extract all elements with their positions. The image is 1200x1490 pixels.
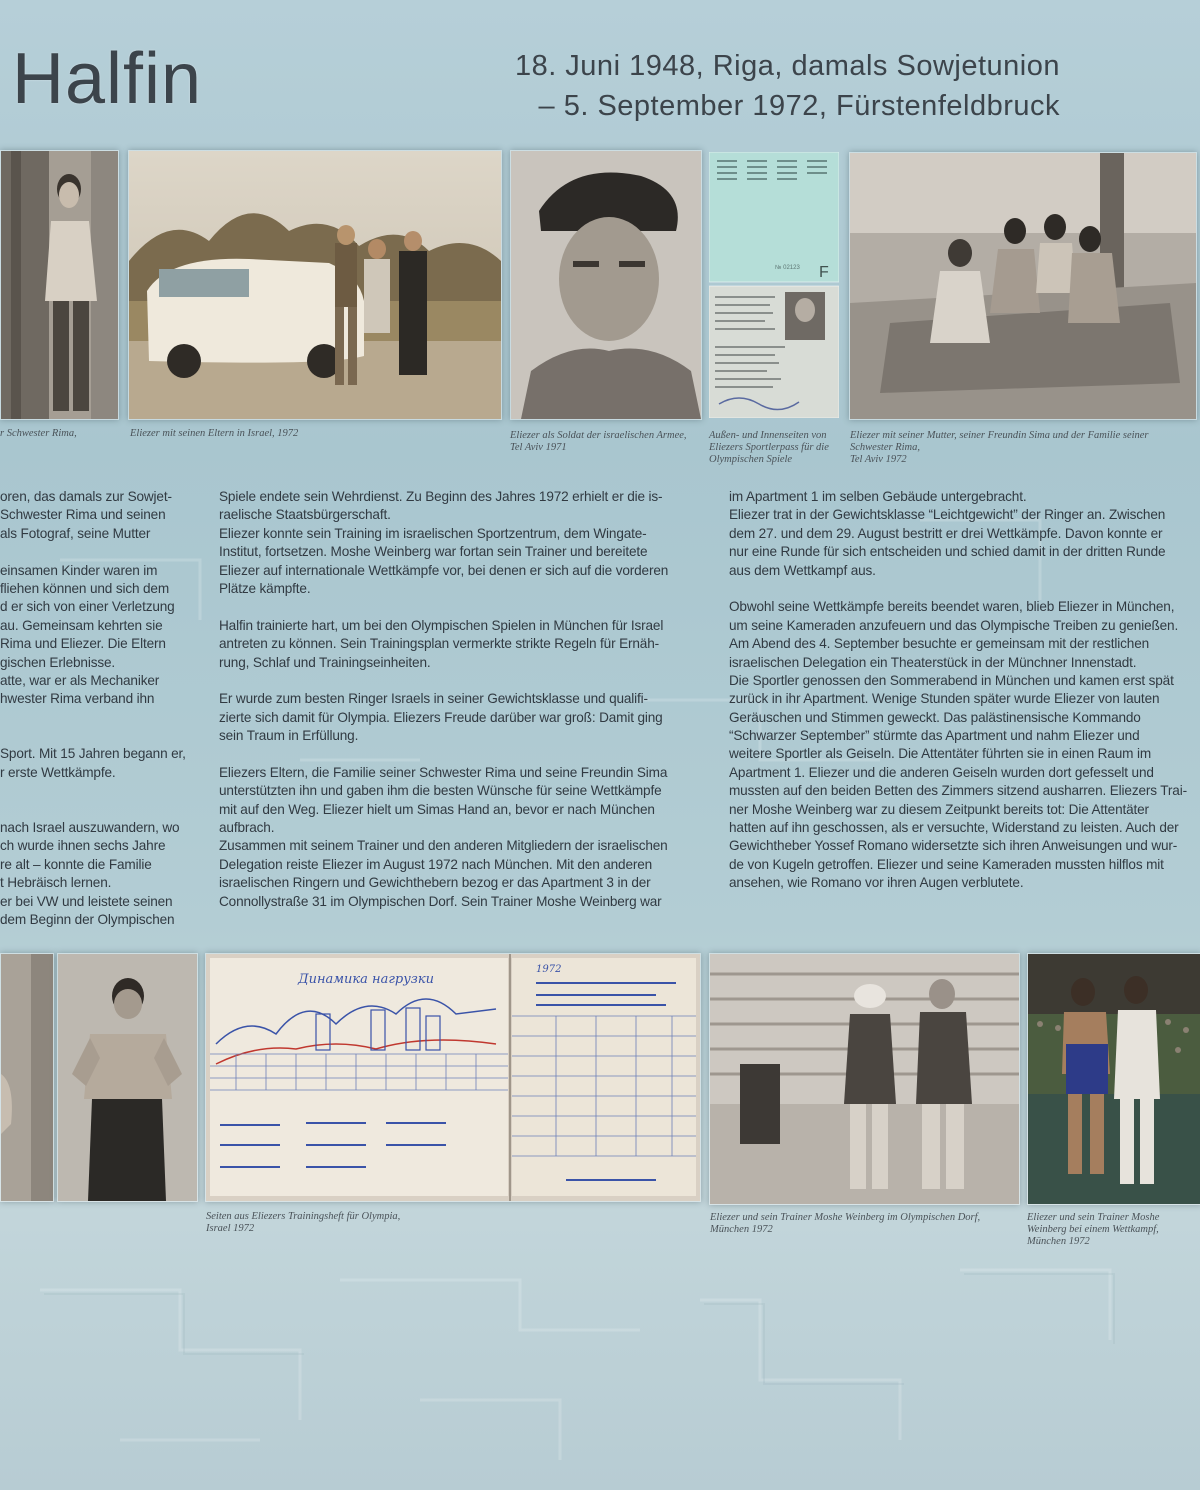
photo-family-with-car — [128, 150, 502, 420]
col1-line: oren, das damals zur Sowjet- — [0, 489, 172, 504]
col3-line: Am Abend des 4. September besuchte er gemeinsam mit der restlichen — [729, 636, 1150, 652]
col3-line: mussten auf den beiden Betten des Zimmers sitzend ausharren. Eliezers Trai- — [729, 783, 1187, 799]
photo-soldier-portrait — [510, 150, 702, 420]
col1-line: gischen Erlebnisse. — [0, 654, 116, 670]
col3-line: Apartment 1. Eliezer und die anderen Geiseln wurden dort gefesselt und — [729, 764, 1154, 780]
col2-line: Delegation reiste Eliezer im August 1972 nach München. Mit den anderen — [219, 856, 653, 872]
col2-line: Halfin trainierte hart, um bei den Olympischen Spielen in München für Israel — [219, 617, 664, 633]
col1-line — [0, 709, 195, 727]
col1-line: Schwester Rima und seinen — [0, 507, 166, 523]
caption-soldier: Eliezer als Soldat der israelischen Armee, Tel Aviv 1971 — [510, 430, 687, 453]
col1-line: d er sich von einer Verletzung — [0, 599, 175, 615]
col1-line: hwester Rima verband ihn — [0, 691, 155, 707]
col2-line: Institut, fortsetzen. Moshe Weinberg war fortan sein Trainer und bereitete — [219, 544, 648, 560]
col3-line: Obwohl seine Wettkämpfe bereits beendet waren, blieb Eliezer in München, — [729, 599, 1175, 615]
col2-line: Plätze kämpfte. — [219, 580, 311, 596]
col2-line: unterstützten ihn und gaben ihm die besten Wünsche für seine Wettkämpfe — [219, 783, 662, 799]
notebook-year: 1972 — [536, 964, 562, 975]
caption-family-beach: Eliezer mit seiner Mutter, seiner Freundin Sima und der Familie seiner Schwester Rima, Tel Aviv 1972 — [850, 430, 1149, 465]
col3-line: de von Kugeln getroffen. Eliezer und seine Kameraden mussten hilflos mit — [729, 856, 1164, 872]
col1-line: atte, war er als Mechaniker — [0, 672, 160, 688]
photo-wrestling-match — [1027, 953, 1200, 1205]
col1-line: ch wurde ihnen sechs Jahre — [0, 838, 166, 854]
col1-line: dem Beginn der Olympischen — [0, 911, 175, 927]
col1-line: einsamen Kinder waren im — [0, 562, 158, 578]
col3-line: nur eine Runde für sich entscheiden und schied damit in der dritten Runde — [729, 544, 1166, 560]
passport-number: № 02123 — [775, 265, 800, 271]
col3-line: Geräuschen und Stimmen geweckt. Das palästinensische Kommando — [729, 709, 1141, 725]
notebook-title: Динамика нагрузки — [298, 972, 435, 987]
photo-boy-at-tree — [0, 150, 119, 420]
col2-line: sein Traum in Erfüllung. — [219, 728, 359, 744]
col2-line — [219, 598, 709, 616]
col2-line: raelische Staatsbürgerschaft. — [219, 507, 391, 523]
col3-line: ansehen, wie Romano vor ihren Augen verblutete. — [729, 875, 1024, 891]
col1-line: re alt – konnte die Familie — [0, 856, 152, 872]
caption-training-notebook: Seiten aus Eliezers Trainingsheft für Olympia, Israel 1972 — [206, 1211, 401, 1234]
col2-line: Zusammen mit seinem Trainer und den anderen Mitgliedern der israelischen — [219, 838, 668, 854]
col2-line: antreten zu können. Sein Trainingsplan vermerkte strikte Regeln für Ernäh- — [219, 636, 659, 652]
col1-line: Rima und Eliezer. Die Eltern — [0, 636, 166, 652]
passport-letter: F — [819, 264, 829, 281]
caption-with-parents: Eliezer mit seinen Eltern in Israel, 1972 — [130, 428, 299, 439]
photo-sportler-pass — [709, 152, 839, 418]
col1-line — [0, 782, 195, 800]
col3-line: “Schwarzer September” stürmte das Apartment und nahm Eliezer und — [729, 728, 1140, 744]
col3-line: weitere Sportler als Geiseln. Die Attentäter führten sie in einen Raum im — [729, 746, 1151, 762]
col3-line: ner Moshe Weinberg war zu diesem Zeitpunkt bereits tot: Die Attentäter — [729, 801, 1149, 817]
col2-line — [219, 745, 709, 763]
col3-line: dem 27. und dem 29. August bestritt er drei Wettkämpfe. Davon konnte er — [729, 525, 1163, 541]
caption-olympic-village: Eliezer und sein Trainer Moshe Weinberg im Olympischen Dorf, München 1972 — [710, 1212, 981, 1235]
col2-line: zierte sich damit für Olympia. Eliezers Freude darüber war groß: Damit ging — [219, 709, 663, 725]
col1-line — [0, 801, 195, 819]
col1-line — [0, 727, 195, 745]
birth-date-line: 18. Juni 1948, Riga, damals Sowjetunion — [514, 50, 1060, 82]
text-column-3 — [729, 488, 1200, 893]
col1-line — [0, 543, 195, 561]
col3-line: im Apartment 1 im selben Gebäude untergebracht. — [729, 489, 1027, 504]
life-dates — [380, 46, 1060, 126]
photo-partial-left — [0, 953, 54, 1202]
col3-line: zurück in ihr Apartment. Wenige Stunden später wurde Eliezer von lauten — [729, 691, 1160, 707]
col1-line: als Fotograf, seine Mutter — [0, 525, 151, 541]
col1-line: fliehen können und sich dem — [0, 580, 170, 596]
col3-line: hatten auf ihn geschossen, als er versuchte, Widerstand zu leisten. Auch der — [729, 820, 1179, 836]
text-column-1 — [0, 488, 195, 929]
col2-line: rung, Schlaf und Trainingseinheiten. — [219, 654, 431, 670]
col2-line: Spiele endete sein Wehrdienst. Zu Beginn des Jahres 1972 erhielt er die is- — [219, 489, 663, 504]
col2-line: mit auf den Weg. Eliezer hielt um Simas Hand an, bevor er nach München — [219, 801, 655, 817]
col3-line: um seine Kameraden anzufeuern und das Olympische Treiben zu genießen. — [729, 617, 1179, 633]
col1-line: Sport. Mit 15 Jahren begann er, — [0, 746, 186, 762]
col3-line: Die Sportler genossen den Sommerabend in München und kamen erst spät — [729, 672, 1174, 688]
photo-family-at-beach — [849, 152, 1197, 420]
caption-wrestling-match: Eliezer und sein Trainer Moshe Weinberg bei einem Wettkampf, München 1972 — [1027, 1212, 1160, 1247]
col2-line: Eliezers Eltern, die Familie seiner Schwester Rima und seine Freundin Sima — [219, 764, 668, 780]
col2-line: Er wurde zum besten Ringer Israels in seiner Gewichtsklasse und qualifi- — [219, 691, 648, 707]
col3-line: Gewichtheber Yossef Romano widersetzte sich ihren Anweisungen und wur- — [729, 838, 1178, 854]
panel-title: Halfin — [12, 39, 203, 119]
photo-young-wrestler — [57, 953, 198, 1202]
photo-olympic-village — [709, 953, 1020, 1205]
text-column-2 — [219, 488, 709, 911]
photo-training-notebook — [205, 953, 701, 1202]
col2-line: aufbrach. — [219, 820, 275, 836]
col2-line: Connollystraße 31 im Olympischen Dorf. Sein Trainer Moshe Weinberg war — [219, 893, 662, 909]
col1-line: r erste Wettkämpfe. — [0, 764, 116, 780]
col1-line: er bei VW und leistete seinen — [0, 893, 173, 909]
col1-line: nach Israel auszuwandern, wo — [0, 820, 180, 836]
col2-line — [219, 672, 709, 690]
caption-sister-rima-partial: r Schwester Rima, — [0, 428, 77, 439]
col3-line — [729, 580, 1200, 598]
col3-line: aus dem Wettkampf aus. — [729, 562, 876, 578]
col2-line: Eliezer konnte sein Training im israelischen Sportzentrum, dem Wingate- — [219, 525, 647, 541]
col1-line: au. Gemeinsam kehrten sie — [0, 617, 163, 633]
col1-line: t Hebräisch lernen. — [0, 875, 112, 891]
col2-line: Eliezer auf internationale Wettkämpfe vor, bei denen er sich auf die vorderen — [219, 562, 669, 578]
col2-line: israelischen Ringern und Gewichthebern bezog er das Apartment 3 in der — [219, 875, 651, 891]
caption-sportler-pass: Außen- und Innenseiten von Eliezers Sportlerpass für die Olympischen Spiele — [709, 430, 829, 465]
death-date-line: – 5. September 1972, Fürstenfeldbruck — [538, 90, 1060, 122]
col3-line: Eliezer trat in der Gewichtsklasse “Leichtgewicht” der Ringer an. Zwischen — [729, 507, 1166, 523]
col3-line: israelischen Delegation ein Theaterstück in der Münchner Innenstadt. — [729, 654, 1137, 670]
